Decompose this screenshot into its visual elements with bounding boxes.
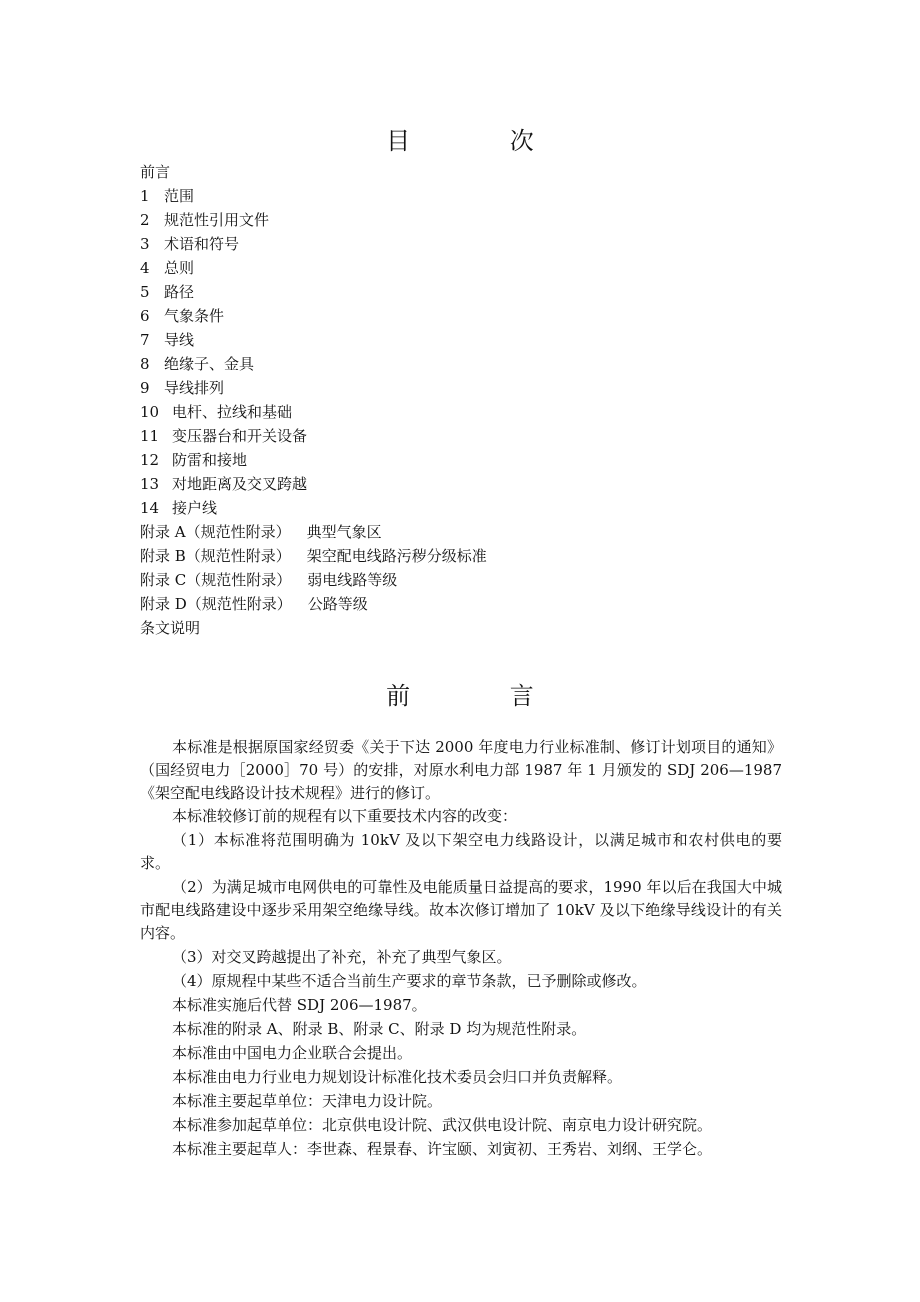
toc-item-3[interactable] — [140, 232, 487, 256]
toc-appendix-b[interactable] — [140, 544, 487, 568]
toc-item-number: 12 — [140, 451, 160, 469]
toc-item-number: 2 — [140, 211, 150, 229]
appendix-label: 附录 D（规范性附录） — [140, 595, 292, 613]
toc-item-11[interactable] — [140, 424, 487, 448]
preface-paragraph: 本标准是根据原国家经贸委《关于下达 2000 年度电力行业标准制、修订计划项目的通知》（国经贸电力［2000］70 号）的安排，对原水利电力部 1987 年 1 月颁发的 SDJ 206—1987《架空配电线路设计技术规程》进行的修订。 — [140, 738, 782, 802]
toc-item-number: 14 — [140, 499, 160, 517]
preface-paragraph: 本标准主要起草人：李世森、程景春、许宝颐、刘寅初、王秀岩、刘纲、王学仑。 — [172, 1140, 713, 1158]
appendix-title: 公路等级 — [307, 595, 368, 613]
toc-item-1[interactable] — [140, 184, 487, 208]
appendix-label: 附录 B（规范性附录） — [140, 547, 291, 565]
toc-item-text: 接户线 — [172, 499, 218, 517]
appendix-title: 架空配电线路污秽分级标准 — [306, 547, 487, 565]
toc-item-text: 变压器台和开关设备 — [172, 427, 308, 445]
toc-item-number: 7 — [140, 331, 150, 349]
toc-appendix-d[interactable] — [140, 592, 487, 616]
toc-item-14[interactable] — [140, 496, 487, 520]
toc-item-9[interactable] — [140, 376, 487, 400]
toc-item-preface[interactable] — [140, 160, 487, 184]
toc-item-6[interactable] — [140, 304, 487, 328]
toc-item-12[interactable] — [140, 448, 487, 472]
toc-item-text: 术语和符号 — [164, 235, 240, 253]
toc-appendix-c[interactable] — [140, 568, 487, 592]
preface-paragraph: （4）原规程中某些不适合当前生产要求的章节条款，已予删除或修改。 — [172, 972, 647, 990]
toc-item-5[interactable] — [140, 280, 487, 304]
preface-paragraph: 本标准参加起草单位：北京供电设计院、武汉供电设计院、南京电力设计研究院。 — [172, 1116, 713, 1134]
toc-item-8[interactable] — [140, 352, 487, 376]
toc-item-text: 导线排列 — [164, 379, 225, 397]
toc-item-10[interactable] — [140, 400, 487, 424]
appendix-title: 典型气象区 — [306, 523, 382, 541]
toc-item-text: 气象条件 — [164, 307, 225, 325]
toc-item-number: 8 — [140, 355, 150, 373]
toc-item-13[interactable] — [140, 472, 487, 496]
appendix-title: 弱电线路等级 — [307, 571, 398, 589]
toc-item-text: 防雷和接地 — [172, 451, 248, 469]
toc-title: 目 次 — [386, 127, 580, 155]
preface-paragraph: 本标准由电力行业电力规划设计标准化技术委员会归口并负责解释。 — [172, 1068, 623, 1086]
preface-paragraph: 本标准实施后代替 SDJ 206—1987。 — [172, 996, 427, 1014]
toc-item-text: 前言 — [140, 163, 171, 181]
toc-item-2[interactable] — [140, 208, 487, 232]
toc-item-number: 10 — [140, 403, 160, 421]
toc-item-number: 11 — [140, 427, 160, 445]
toc-appendix-a[interactable] — [140, 520, 487, 544]
toc-item-explanation[interactable] — [140, 616, 487, 640]
table-of-contents — [140, 160, 487, 640]
toc-item-text: 路径 — [164, 283, 195, 301]
preface-paragraph: 本标准由中国电力企业联合会提出。 — [172, 1044, 413, 1062]
toc-item-number: 3 — [140, 235, 150, 253]
appendix-label: 附录 A（规范性附录） — [140, 523, 291, 541]
toc-item-7[interactable] — [140, 328, 487, 352]
toc-item-number: 6 — [140, 307, 150, 325]
toc-item-text: 绝缘子、金具 — [164, 355, 255, 373]
preface-title: 前 言 — [386, 682, 580, 710]
toc-item-text: 总则 — [164, 259, 195, 277]
toc-item-number: 1 — [140, 187, 150, 205]
toc-item-text: 对地距离及交叉跨越 — [172, 475, 308, 493]
toc-item-number: 4 — [140, 259, 150, 277]
preface-paragraph: 本标准较修订前的规程有以下重要技术内容的改变： — [172, 807, 518, 825]
toc-item-4[interactable] — [140, 256, 487, 280]
toc-item-text: 范围 — [164, 187, 195, 205]
toc-item-text: 规范性引用文件 — [164, 211, 270, 229]
toc-item-number: 5 — [140, 283, 150, 301]
preface-paragraph: 本标准的附录 A、附录 B、附录 C、附录 D 均为规范性附录。 — [172, 1020, 587, 1038]
toc-item-number: 13 — [140, 475, 160, 493]
preface-paragraph: （3）对交叉跨越提出了补充，补充了典型气象区。 — [172, 948, 512, 966]
preface-paragraph: （1）本标准将范围明确为 10kV 及以下架空电力线路设计，以满足城市和农村供电的要求。 — [140, 831, 782, 872]
toc-item-text: 导线 — [164, 331, 195, 349]
toc-item-text: 电杆、拉线和基础 — [172, 403, 293, 421]
toc-item-text: 条文说明 — [140, 619, 201, 637]
preface-body — [140, 736, 782, 1161]
preface-paragraph: 本标准主要起草单位：天津电力设计院。 — [172, 1092, 443, 1110]
preface-paragraph: （2）为满足城市电网供电的可靠性及电能质量日益提高的要求，1990 年以后在我国大中城市配电线路建设中逐步采用架空绝缘导线。故本次修订增加了 10kV 及以下绝缘导线设计的有关内容。 — [140, 878, 782, 942]
toc-item-number: 9 — [140, 379, 150, 397]
appendix-label: 附录 C（规范性附录） — [140, 571, 292, 589]
